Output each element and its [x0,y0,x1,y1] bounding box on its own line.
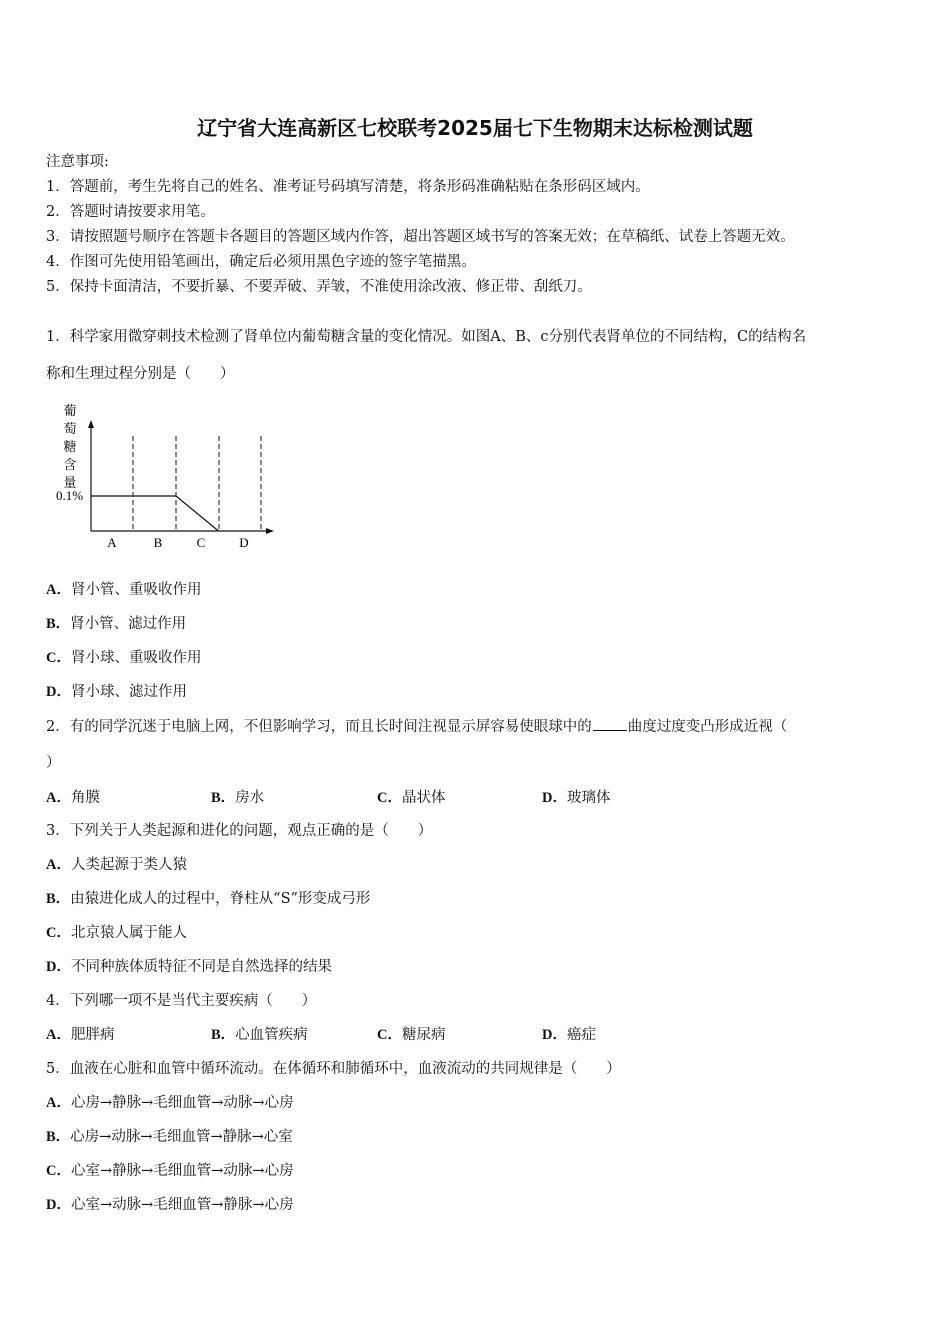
option-text: 晶状体 [401,790,446,806]
q3-stem: 3．下列关于人类起源和进化的问题，观点正确的是（ ） [46,823,433,839]
option-label: D． [46,1197,71,1213]
option-label: C． [46,925,71,941]
notice-item: 5．保持卡面清洁，不要折暴、不要弄破、弄皱，不准使用涂改液、修正带、刮纸刀。 [46,279,592,295]
option-label: C． [377,790,402,806]
x-axis-arrow [266,528,274,534]
option-text: 心房→静脉→毛细血管→动脉→心房 [70,1095,294,1111]
notice-item: 2．答题时请按要求用笔。 [46,204,215,220]
q2-stem-before: 2．有的同学沉迷于电脑上网，不但影响学习，而且长时间注视显示屏容易使眼球中的 [46,719,592,735]
y-label-char: 糖 [63,439,77,454]
y-label-char: 含 [63,457,77,472]
q2-option-a[interactable] [46,788,100,808]
option-text: 房水 [235,790,265,806]
notice-heading: 注意事项: [46,154,109,170]
option-text: 不同种族体质特征不同是自然选择的结果 [70,959,332,975]
y-label-char: 量 [63,475,77,490]
q4-stem: 4．下列哪一项不是当代主要疾病（ ） [46,993,317,1009]
x-label-c: C [196,535,206,550]
option-label: A． [46,790,71,806]
option-label: C． [46,1163,71,1179]
option-text: 癌症 [566,1027,596,1043]
option-text: 肾小球、重吸收作用 [70,650,202,666]
option-text: 角膜 [70,790,100,806]
q4-option-a[interactable] [46,1025,114,1045]
option-text: 由猿进化成人的过程中，脊柱从“S”形变成弓形 [70,891,371,907]
y-label-char: 葡 [63,403,77,418]
q2-stem-line1 [46,717,787,737]
y-label-char: 萄 [63,421,77,436]
q1-stem-line1: 1．科学家用微穿刺技术检测了肾单位内葡萄糖含量的变化情况。如图A、B、c分别代表肾单位的不同结构，C的结构名 [46,329,807,345]
option-text: 心房→动脉→毛细血管→静脉→心室 [70,1129,293,1145]
option-text: 肾小管、滤过作用 [70,616,187,632]
q5-option-a[interactable] [46,1093,294,1113]
option-text: 心室→静脉→毛细血管→动脉→心房 [70,1163,294,1179]
option-text: 肾小球、滤过作用 [70,684,187,700]
q1-option-a[interactable] [46,580,201,600]
option-text: 糖尿病 [401,1027,446,1043]
option-label: C． [377,1027,402,1043]
option-label: A． [46,857,71,873]
q2-option-d[interactable] [542,788,610,808]
option-text: 心室→动脉→毛细血管→静脉→心房 [70,1197,294,1213]
option-label: B． [46,616,71,632]
q5-option-c[interactable] [46,1161,294,1181]
answer-blank [593,718,627,731]
option-label: C． [46,650,71,666]
q5-option-d[interactable] [46,1195,294,1215]
q1-option-b[interactable] [46,614,186,634]
y-tick-label: 0.1% [56,488,84,503]
q1-stem-line2: 称和生理过程分别是（ ） [46,366,235,382]
q3-option-d[interactable] [46,957,332,977]
q3-option-b[interactable] [46,889,370,909]
q5-option-b[interactable] [46,1127,293,1147]
q3-option-c[interactable] [46,923,187,943]
option-label: D． [542,790,567,806]
notice-item: 1．答题前，考生先将自己的姓名、准考证号码填写清楚，将条形码准确粘贴在条形码区域内。 [46,179,650,195]
notice-item: 4．作图可先使用铅笔画出，确定后必须用黑色字迹的签字笔描黑。 [46,254,476,270]
q1-option-d[interactable] [46,682,187,702]
option-label: A． [46,1027,71,1043]
q2-stem-after: 曲度过度变凸形成近视（ [627,719,788,735]
option-label: D． [46,684,71,700]
q2-stem-line2: ） [46,755,61,771]
q4-option-d[interactable] [542,1025,596,1045]
option-text: 玻璃体 [566,790,611,806]
glucose-series-line [91,496,219,531]
q5-stem: 5．血液在心脏和血管中循环流动。在体循环和肺循环中，血液流动的共同规律是（ ） [46,1061,621,1077]
option-text: 肾小管、重吸收作用 [70,582,202,598]
q3-option-a[interactable] [46,855,187,875]
option-label: B． [46,891,71,907]
q2-option-b[interactable] [211,788,264,808]
option-label: B． [211,790,236,806]
q1-option-c[interactable] [46,648,201,668]
option-text: 人类起源于类人猿 [70,857,187,873]
q4-option-c[interactable] [377,1025,445,1045]
y-axis-arrow [88,420,94,428]
x-label-b: B [153,535,163,550]
option-text: 肥胖病 [70,1027,115,1043]
q4-option-b[interactable] [211,1025,308,1045]
x-label-a: A [107,535,117,550]
option-label: D． [542,1027,567,1043]
option-text: 北京猿人属于能人 [70,925,187,941]
option-label: B． [46,1129,71,1145]
q2-option-c[interactable] [377,788,445,808]
page-title: 辽宁省大连高新区七校联考2025届七下生物期末达标检测试题 [197,116,753,140]
option-text: 心血管疾病 [235,1027,308,1043]
option-label: A． [46,582,71,598]
x-label-d: D [239,535,249,550]
notice-item: 3．请按照题号顺序在答题卡各题目的答题区域内作答，超出答题区域书写的答案无效；在草稿纸、试卷上答题无效。 [46,229,795,245]
glucose-chart [50,400,290,560]
option-label: A． [46,1095,71,1111]
option-label: D． [46,959,71,975]
option-label: B． [211,1027,236,1043]
